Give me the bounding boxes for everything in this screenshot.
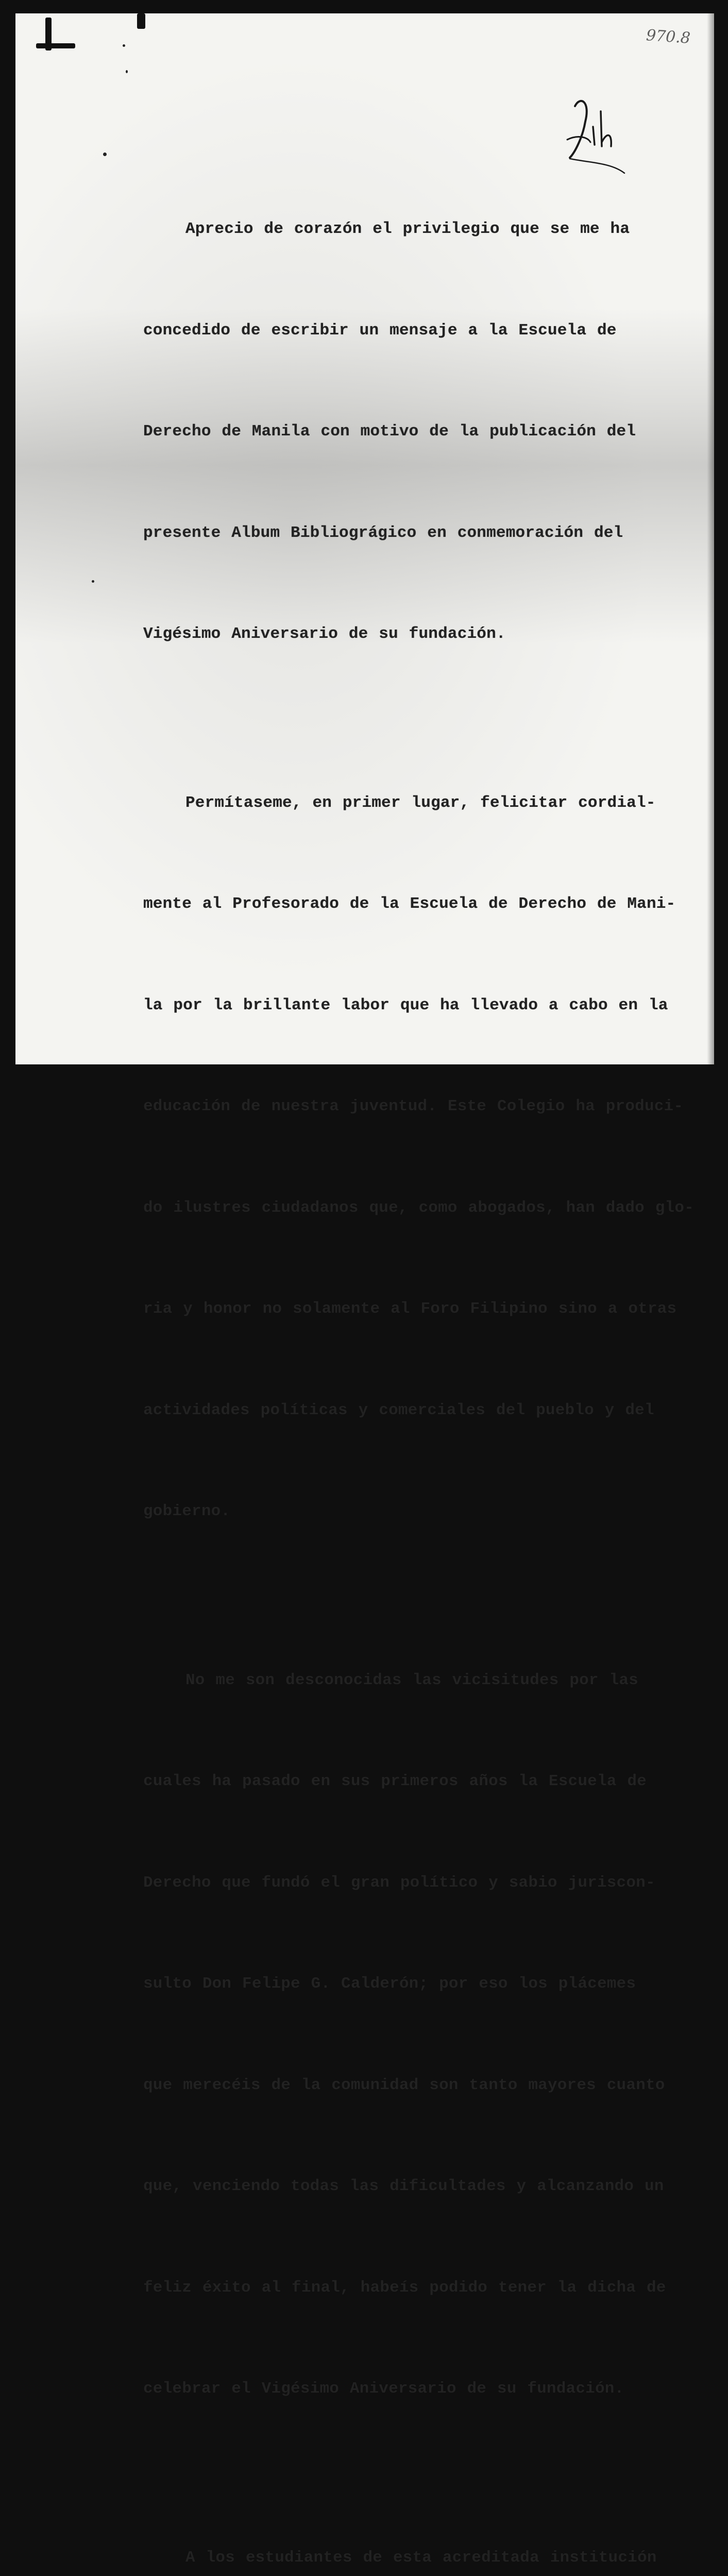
speck: [123, 44, 125, 47]
text-line: ria y honor no solamente al Foro Filipino sino a otras: [143, 1292, 638, 1326]
archive-reference-number: 970.8: [646, 26, 691, 47]
text-line: Aprecio de corazón el privilegio que se me ha: [143, 212, 638, 246]
text-line: la por la brillante labor que ha llevado a cabo en la: [143, 989, 638, 1023]
text-line: gobierno.: [143, 1495, 638, 1529]
ink-mark-top: [137, 13, 145, 29]
typewritten-page: [15, 13, 714, 1064]
text-line: Derecho que fundó el gran político y sabio juriscon-: [143, 1866, 638, 1900]
ink-blot-top-left-bar: [36, 43, 75, 48]
text-line: Derecho de Manila con motivo de la publicación del: [143, 415, 638, 449]
text-line: No me son desconocidas las vicisitudes por las: [143, 1664, 638, 1698]
text-line: celebrar el Vigésimo Aniversario de su fundación.: [143, 2372, 638, 2406]
text-line: que, venciendo todas las dificultades y alcanzando un: [143, 2170, 638, 2204]
text-line: feliz éxito al final, habeís podido tener la dicha de: [143, 2271, 638, 2305]
text-line: cuales ha pasado en sus primeros años la Escuela de: [143, 1765, 638, 1799]
speck: [126, 70, 128, 73]
text-line: educación de nuestra juventud. Este Colegio ha produci-: [143, 1090, 638, 1124]
scan-edge-shadow: [707, 13, 714, 1064]
text-line: sulto Don Felipe G. Calderón; por eso los plácemes: [143, 1967, 638, 2001]
text-line: mente al Profesorado de la Escuela de Derecho de Mani-: [143, 887, 638, 921]
text-line: presente Album Bibliográgico en conmemoración del: [143, 516, 638, 550]
speck: [92, 580, 94, 583]
speck: [103, 152, 107, 156]
text-line: Permítaseme, en primer lugar, felicitar cordial-: [143, 786, 638, 820]
paragraph: [143, 145, 638, 719]
paragraph: [143, 1596, 638, 2473]
letter-body: [143, 145, 638, 2576]
paragraph: [143, 719, 638, 1596]
text-line: actividades políticas y comerciales del pueblo y del: [143, 1394, 638, 1428]
paragraph: [143, 2473, 638, 2576]
text-line: Vigésimo Aniversario de su fundación.: [143, 617, 638, 651]
text-line: do ilustres ciudadanos que, como abogados, han dado glo-: [143, 1191, 638, 1225]
text-line: que merecéis de la comunidad son tanto mayores cuanto: [143, 2069, 638, 2103]
scan-frame: [0, 0, 728, 1082]
text-line: concedido de escribir un mensaje a la Escuela de: [143, 314, 638, 348]
text-line: A los estudiantes de esta acreditada institución: [143, 2541, 638, 2575]
